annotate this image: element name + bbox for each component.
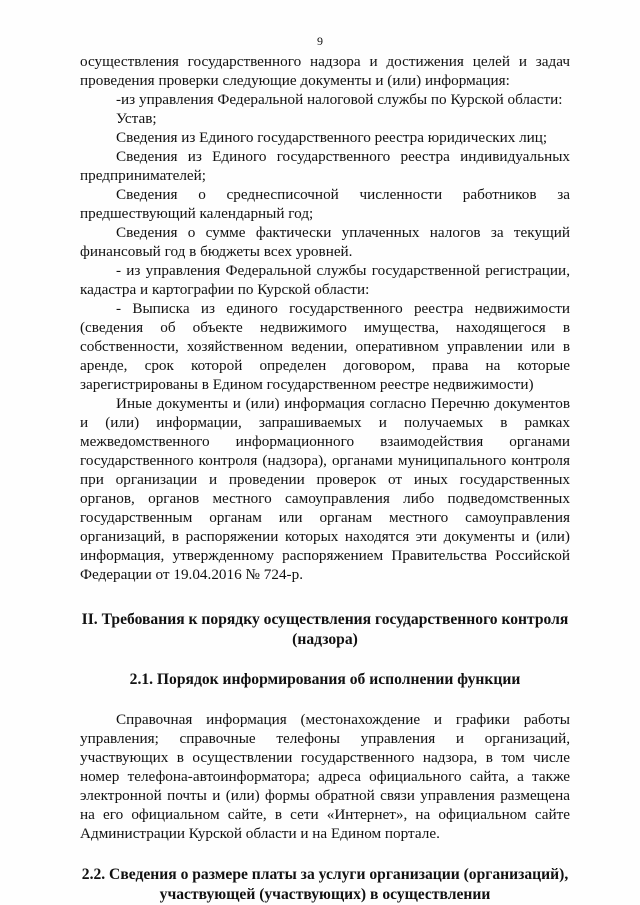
paragraph-egrn-extract: - Выписка из единого государственного реестра недвижимости (сведения об объекте недвижимого имущества, находящегося в собственности, хозяйственном ведении, оперативном управлении или в аренде, срок которой определен договором, права на которые зарегистрированы в Едином государственном реестре недвижимости) <box>80 300 570 393</box>
document-body <box>80 52 570 905</box>
paragraph-egrul: Сведения из Единого государственного реестра юридических лиц; <box>116 129 548 146</box>
paragraph-egrip: Сведения из Единого государственного реестра индивидуальных предпринимателей; <box>80 148 570 184</box>
subsection-2-2-heading: 2.2. Сведения о размере платы за услуги организации (организаций), участвующей (участвующих) в осуществлении <box>81 866 569 903</box>
paragraph-continuation: осуществления государственного надзора и достижения целей и задач проведения проверки следующие документы и (или) информация: <box>80 53 570 89</box>
page-number: 9 <box>317 34 323 48</box>
paragraph-tax-service-source: -из управления Федеральной налоговой службы по Курской области: <box>116 91 563 108</box>
section-2-heading: II. Требования к порядку осуществления государственного контроля (надзора) <box>81 611 569 648</box>
subsection-2-1-heading: 2.1. Порядок информирования об исполнении функции <box>129 671 521 688</box>
paragraph-charter: Устав; <box>116 110 157 127</box>
paragraph-headcount: Сведения о среднесписочной численности работников за предшествующий календарный год; <box>80 186 570 222</box>
paragraph-other-documents: Иные документы и (или) информация согласно Перечню документов и (или) информации, запрашиваемых и получаемых в рамках межведомственного информационного взаимодействия органами государственного контроля (надзора), органами муниципального контроля при организации и проведении проверок от иных государственных органов, органов местного самоуправления либо подведомственных государственным органам или органам местного самоуправления организаций, в распоряжении которых находятся эти документы и (или) информация, утвержденному распоряжением Правительства Российской Федерации от 19.04.2016 № 724-р. <box>80 395 570 583</box>
paragraph-taxes-paid: Сведения о сумме фактически уплаченных налогов за текущий финансовый год в бюджеты всех уровней. <box>80 224 570 260</box>
paragraph-rosreestr-source: - из управления Федеральной службы государственной регистрации, кадастра и картографии по Курской области: <box>80 262 570 298</box>
subsection-2-1-paragraph: Справочная информация (местонахождение и графики работы управления; справочные телефоны управления и организаций, участвующих в осуществлении государственного надзора, в том числе номер телефона-автоинформатора; адреса официального сайта, а также электронной почты и (или) формы обратной связи управления размещена на его официальном сайте, в сети «Интернет», на официальном сайте Администрации Курской области и на Едином портале. <box>80 711 570 842</box>
